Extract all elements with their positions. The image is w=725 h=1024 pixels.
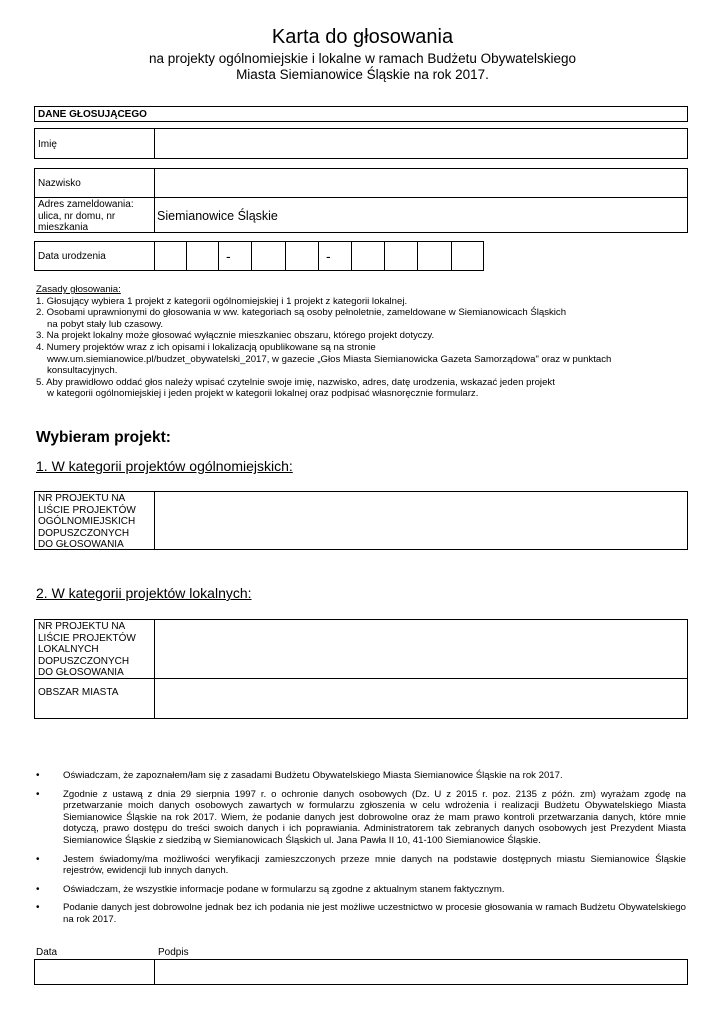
birth-month-digit-1[interactable] [253, 244, 287, 270]
voting-rule-line: w kategorii ogólnomiejskiej i jeden projekt w kategorii lokalnej oraz podpisać własnoręcznie formularz. [47, 388, 479, 400]
birth-year-digit-3[interactable] [419, 244, 453, 270]
declaration-item: • Podanie danych jest dobrowolne jednak bez ich podania nie jest możliwe uczestnictwo w procesie głosowania w ramach Budżetu Obywatelskiego na rok 2017. [36, 902, 686, 925]
last-name-field[interactable] [156, 171, 688, 197]
declarations-list [36, 770, 686, 933]
birth-month-digit-2[interactable] [287, 244, 320, 270]
voting-rule-line: www.um.siemianowice.pl/budzet_obywatelski_2017, w gazecie „Głos Miasta Siemianowicka Gazeta Samorządowa" oraz w punktach [47, 353, 612, 365]
declaration-item: • Jestem świadomy/ma możliwości weryfikacji zamieszczonych przeze mnie danych na podstawie dostępnych miastu Siemianowice Śląskie rejestrów, ewidencji lub innych danych. [36, 854, 686, 877]
local-label-line: DO GŁOSOWANIA [38, 667, 124, 678]
city-area-label: OBSZAR MIASTA [38, 687, 119, 698]
birth-year-digit-4[interactable] [453, 244, 485, 270]
local-label-line: DOPUSZCZONYCH [38, 655, 130, 667]
voting-rules-title: Zasady głosowania: [36, 284, 121, 295]
local-project-block [34, 619, 688, 719]
date-label: Data [36, 947, 58, 958]
declaration-item: • Oświadczam, że zapoznałem/łam się z zasadami Budżetu Obywatelskiego Miasta Siemianowice Śląskie na rok 2017. [36, 770, 686, 782]
signature-field[interactable] [156, 962, 688, 984]
document-subtitle-line1: na projekty ogólnomiejskie i lokalne w ramach Budżetu Obywatelskiego [149, 51, 576, 66]
last-name-label: Nazwisko [38, 178, 81, 189]
citywide-heading: 1. W kategorii projektów ogólnomiejskich: [36, 458, 293, 474]
local-label-line: LIŚCIE PROJEKTÓW [38, 632, 136, 644]
citywide-project-number-field[interactable] [156, 494, 688, 549]
voting-rules [36, 284, 696, 400]
birth-year-digit-1[interactable] [353, 244, 386, 270]
voting-rule-line: 5. Aby prawidłowo oddać głos należy wpisać czytelnie swoje imię, nazwisko, adres, datę urodzenia, wskazać jeden projekt [36, 376, 555, 388]
birth-date-row [34, 241, 484, 271]
citywide-label-line: NR PROJEKTU NA [38, 493, 126, 504]
address-value[interactable]: Siemianowice Śląskie [157, 209, 278, 223]
signature-row [34, 959, 688, 985]
voting-rule-line: na pobyt stały lub czasowy. [47, 318, 164, 330]
local-label-line: NR PROJEKTU NA [38, 621, 126, 632]
citywide-label-line: LIŚCIE PROJEKTÓW [38, 504, 136, 516]
selection-heading: Wybieram projekt: [36, 429, 171, 446]
birth-year-digit-2[interactable] [386, 244, 419, 270]
citywide-label-line: DOPUSZCZONYCH [38, 527, 130, 539]
birth-date-label: Data urodzenia [38, 251, 106, 262]
citywide-project-label [38, 493, 136, 551]
signature-label: Podpis [158, 947, 189, 958]
voting-rule-line: 2. Osobami uprawnionymi do głosowania w ww. kategoriach są osoby pełnoletnie, zameldowane w Siemianowicach Śląskich [36, 307, 567, 319]
document-subtitle-line2: Miasta Siemianowice Śląskie na rok 2017. [236, 67, 489, 82]
first-name-field[interactable] [156, 131, 688, 158]
document-title: Karta do głosowania [271, 26, 454, 48]
city-area-field[interactable] [156, 681, 688, 718]
birth-day-digit-2[interactable] [188, 244, 220, 270]
first-name-label: Imię [38, 139, 57, 150]
voting-rule-line: 4. Numery projektów wraz z ich opisami i lokalizacją opublikowane są na stronie [36, 341, 376, 353]
first-name-row [34, 128, 688, 159]
local-project-label [38, 621, 136, 679]
voting-rule-line: 1. Głosujący wybiera 1 projekt z kategorii ogólnomiejskiej i 1 projekt z kategorii lokalnej. [36, 295, 408, 307]
declaration-item: • Oświadczam, że wszystkie informacje podane w formularzu są zgodne z aktualnym stanem faktycznym. [36, 884, 686, 896]
date-separator-2: - [326, 248, 331, 264]
last-name-address-block [34, 168, 688, 233]
birth-day-digit-1[interactable] [156, 244, 188, 270]
address-label-line1: Adres zameldowania: [38, 199, 134, 210]
voter-section-title: DANE GŁOSUJĄCEGO [38, 109, 147, 120]
citywide-project-row [34, 491, 688, 550]
voter-section-header [34, 106, 688, 122]
local-label-line: LOKALNYCH [38, 644, 99, 655]
address-label [38, 199, 134, 234]
date-separator-1: - [226, 248, 231, 264]
citywide-label-line: OGÓLNOMIEJSKICH [38, 516, 136, 527]
date-field[interactable] [37, 962, 155, 984]
address-label-line3: mieszkania [38, 222, 89, 233]
citywide-label-line: DO GŁOSOWANIA [38, 539, 124, 550]
voting-rule-line: konsultacyjnych. [47, 365, 118, 377]
address-label-line2: ulica, nr domu, nr [38, 210, 116, 222]
voting-rule-line: 3. Na projekt lokalny może głosować wyłącznie mieszkaniec obszaru, którego projekt dotyczy. [36, 330, 435, 342]
local-project-number-field[interactable] [156, 622, 688, 678]
declaration-item: • Zgodnie z ustawą z dnia 29 sierpnia 1997 r. o ochronie danych osobowych (Dz. U z 2015 r. poz. 2135 z późn. zm) wyrażam zgodę na przetwarzanie moich danych osobowych zawartych w formularzu zgłoszenia w celu wdrożenia i realizacji Budżetu Obywatelskiego Miasta Siemianowice Śląskie na rok 2017. Wiem, że podanie danych jest dobrowolne oraz że mam prawo kontroli przetwarzania danych, które mnie dotyczą, prawo dostępu do treści swoich danych i ich poprawiania. Administratorem tak zebranych danych osobowych jest Prezydent Miasta Siemianowice Śląskie z siedzibą w Siemianowicach Śląskich ul. Jana Pawła II 10, 41-100 Siemianowice Śląskie. [36, 789, 686, 847]
local-heading: 2. W kategorii projektów lokalnych: [36, 585, 252, 601]
